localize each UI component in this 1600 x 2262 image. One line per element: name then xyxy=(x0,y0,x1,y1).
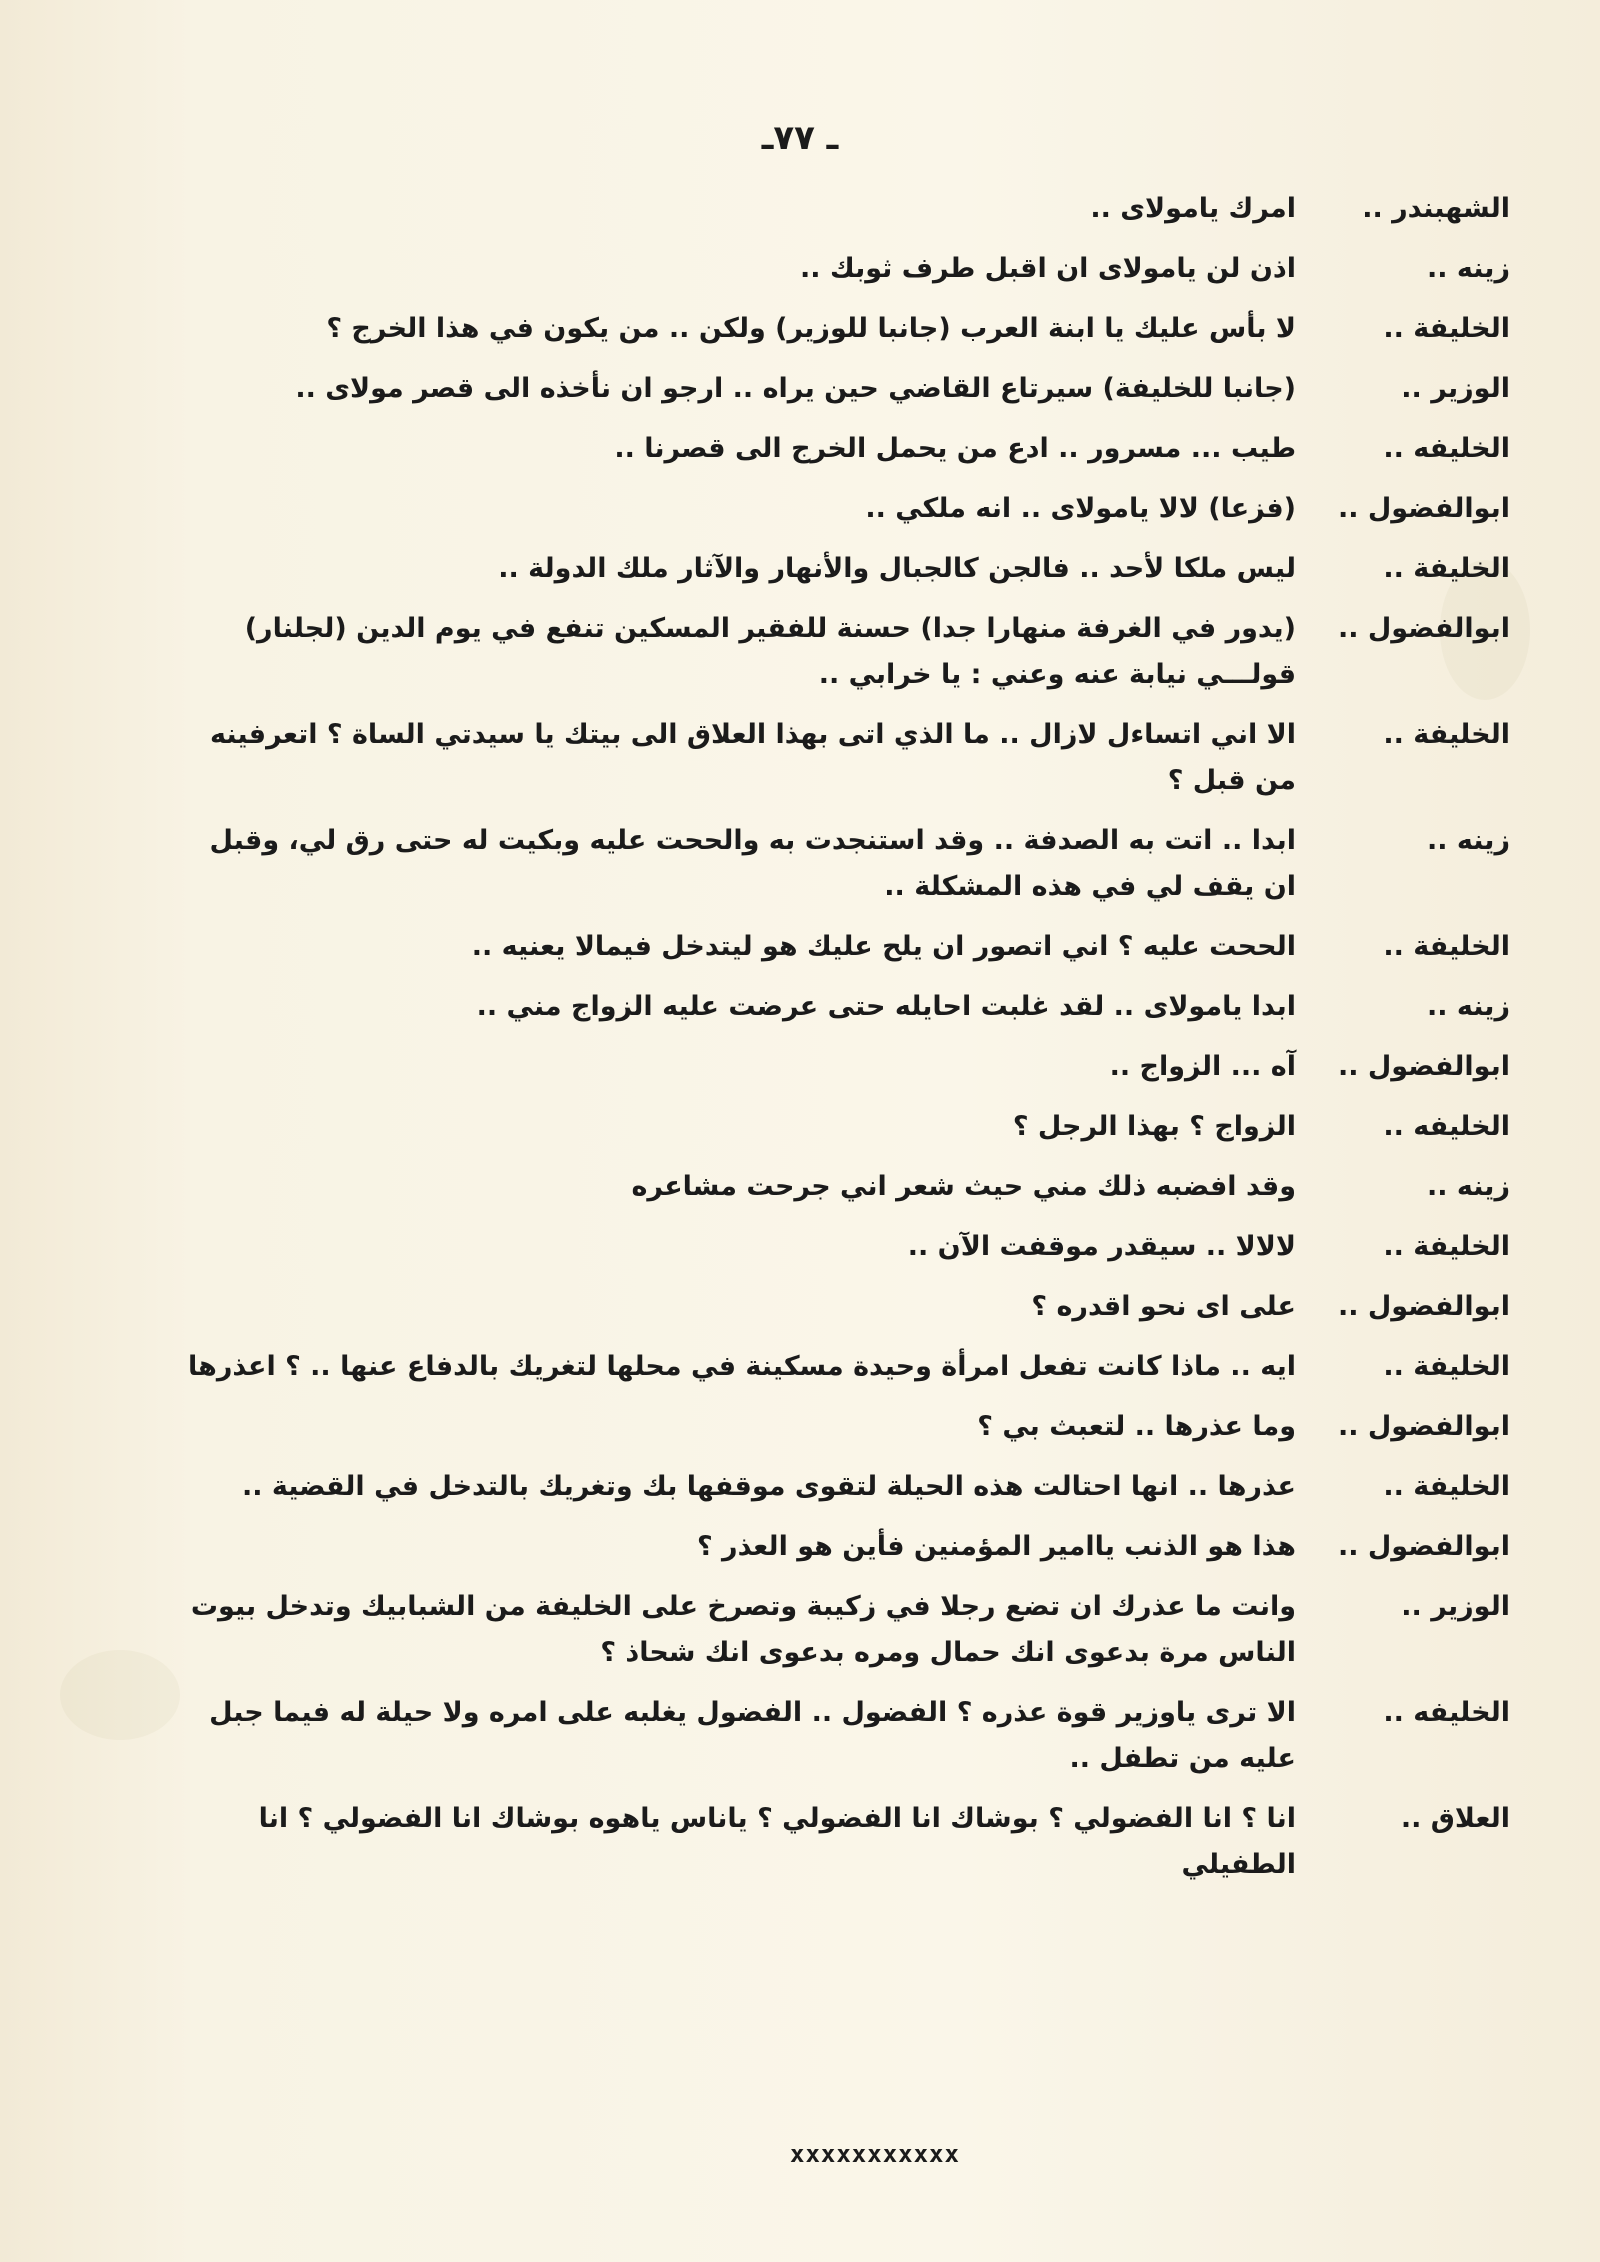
dialogue-line xyxy=(170,1164,1510,1210)
dialogue-line xyxy=(170,486,1510,532)
speech-text: انا ؟ انا الفضولي ؟ بوشاك انا الفضولي ؟ ياناس ياهوه بوشاك انا الفضولي ؟ انا الطفيلي xyxy=(258,1803,1296,1880)
speech-text: الزواج ؟ بهذا الرجل ؟ xyxy=(1012,1111,1296,1142)
speaker-name: زينه .. xyxy=(1427,991,1510,1022)
dialogue-line xyxy=(170,1044,1510,1090)
speaker-name: ابوالفضول .. xyxy=(1337,1291,1510,1322)
speech-text: عذرها .. انها احتالت هذه الحيلة لتقوى موقفها بك وتغريك بالتدخل في القضية .. xyxy=(241,1471,1296,1502)
dialogue-line xyxy=(170,366,1510,412)
speech-text: لا بأس عليك يا ابنة العرب (جانبا للوزير) ولكن .. من يكون في هذا الخرج ؟ xyxy=(326,313,1296,344)
speech-text: لالالا .. سيقدر موقفت الآن .. xyxy=(907,1231,1296,1262)
dialogue-line xyxy=(170,1796,1510,1888)
speaker-name: الخليفة .. xyxy=(1383,1471,1510,1502)
speech-text: (يدور في الغرفة منهارا جدا) حسنة للفقير المسكين تنفع في يوم الدين (لجلنار) قولـــي نيابة عنه وعني : يا خرابي .. xyxy=(244,613,1296,690)
dialogue-line xyxy=(170,546,1510,592)
dialogue-line xyxy=(170,1224,1510,1270)
page-number: ـ ٧٧ـ xyxy=(761,118,839,158)
speech-text: (جانبا للخليفة) سيرتاع القاضي حين يراه .. ارجو ان نأخذه الى قصر مولاى .. xyxy=(295,373,1296,404)
speech-text: ليس ملكا لأحد .. فالجن كالجبال والأنهار والآثار ملك الدولة .. xyxy=(498,553,1296,584)
speaker-name: الخليفة .. xyxy=(1383,553,1510,584)
speech-text: وما عذرها .. لتعبث بي ؟ xyxy=(977,1411,1296,1442)
speech-text: وقد افضبه ذلك مني حيث شعر اني جرحت مشاعره xyxy=(631,1171,1296,1202)
speech-text: آه ... الزواج .. xyxy=(1109,1051,1296,1082)
speaker-name: ابوالفضول .. xyxy=(1337,613,1510,644)
speaker-name: الخليفة .. xyxy=(1383,1351,1510,1382)
dialogue-line xyxy=(170,712,1510,804)
dialogue-line xyxy=(170,818,1510,910)
speech-text: هذا هو الذنب ياامير المؤمنين فأين هو العذر ؟ xyxy=(696,1531,1296,1562)
paper-stain xyxy=(60,1650,180,1740)
speaker-name: العلاق .. xyxy=(1400,1803,1510,1834)
dialogue-line xyxy=(170,426,1510,472)
dialogue-line xyxy=(170,246,1510,292)
speaker-name: زينه .. xyxy=(1427,1171,1510,1202)
speaker-name: زينه .. xyxy=(1427,825,1510,856)
speech-text: طيب ... مسرور .. ادع من يحمل الخرج الى قصرنا .. xyxy=(614,433,1296,464)
speech-text: على اى نحو اقدره ؟ xyxy=(1031,1291,1296,1322)
speaker-name: الخليفه .. xyxy=(1383,1697,1510,1728)
speech-text: اذن لن يامولاى ان اقبل طرف ثوبك .. xyxy=(800,253,1296,284)
dialogue-line xyxy=(170,606,1510,698)
speaker-name: ابوالفضول .. xyxy=(1337,493,1510,524)
dialogue-line xyxy=(170,1284,1510,1330)
dialogue-line xyxy=(170,1404,1510,1450)
speech-text: ايه .. ماذا كانت تفعل امرأة وحيدة مسكينة في محلها لتغريك بالدفاع عنها .. ؟ اعذرها xyxy=(188,1351,1296,1382)
dialogue-line xyxy=(170,186,1510,232)
speaker-name: الخليفه .. xyxy=(1383,433,1510,464)
dialogue-line xyxy=(170,924,1510,970)
dialogue-line xyxy=(170,1690,1510,1782)
dialogue-line xyxy=(170,1344,1510,1390)
speaker-name: الخليفة .. xyxy=(1383,1231,1510,1262)
speaker-name: الخليفة .. xyxy=(1383,313,1510,344)
speech-text: وانت ما عذرك ان تضع رجلا في زكيبة وتصرخ على الخليفة من الشبابيك وتدخل بيوت الناس مرة بدعوى انك حمال ومره بدعوى انك شحاذ ؟ xyxy=(190,1591,1296,1668)
speech-text: ابدا .. اتت به الصدفة .. وقد استنجدت به والححت عليه وبكيت له حتى رق لي، وقبل ان يقف لي في هذه المشكلة .. xyxy=(209,825,1296,902)
speaker-name: الوزير .. xyxy=(1401,1591,1510,1622)
speech-text: ابدا يامولاى .. لقد غلبت احايله حتى عرضت عليه الزواج مني .. xyxy=(476,991,1296,1022)
dialogue-line xyxy=(170,1524,1510,1570)
dialogue-line xyxy=(170,984,1510,1030)
speaker-name: الشهبندر .. xyxy=(1362,193,1510,224)
speaker-name: الوزير .. xyxy=(1401,373,1510,404)
speaker-name: الخليفه .. xyxy=(1383,1111,1510,1142)
dialogue-line xyxy=(170,1584,1510,1676)
speech-text: امرك يامولاى .. xyxy=(1090,193,1296,224)
dialogue-line xyxy=(170,306,1510,352)
speaker-name: ابوالفضول .. xyxy=(1337,1051,1510,1082)
dialogue-list xyxy=(170,186,1510,1902)
speech-text: الا اني اتساءل لازال .. ما الذي اتى بهذا العلاق الى بيتك يا سيدتي الساة ؟ اتعرفينه من قبل ؟ xyxy=(210,719,1296,796)
speaker-name: ابوالفضول .. xyxy=(1337,1531,1510,1562)
dialogue-line xyxy=(170,1104,1510,1150)
speaker-name: زينه .. xyxy=(1427,253,1510,284)
speech-text: (فزعا) لالا يامولاى .. انه ملكي .. xyxy=(865,493,1296,524)
speaker-name: ابوالفضول .. xyxy=(1337,1411,1510,1442)
dialogue-line xyxy=(170,1464,1510,1510)
end-mark: xxxxxxxxxxx xyxy=(790,2140,960,2168)
speaker-name: الخليفة .. xyxy=(1383,719,1510,750)
speech-text: الححت عليه ؟ اني اتصور ان يلح عليك هو ليتدخل فيمالا يعنيه .. xyxy=(471,931,1296,962)
speech-text: الا ترى ياوزير قوة عذره ؟ الفضول .. الفضول يغلبه على امره ولا حيلة له فيما جبل عليه من تطفل .. xyxy=(209,1697,1296,1774)
speaker-name: الخليفة .. xyxy=(1383,931,1510,962)
